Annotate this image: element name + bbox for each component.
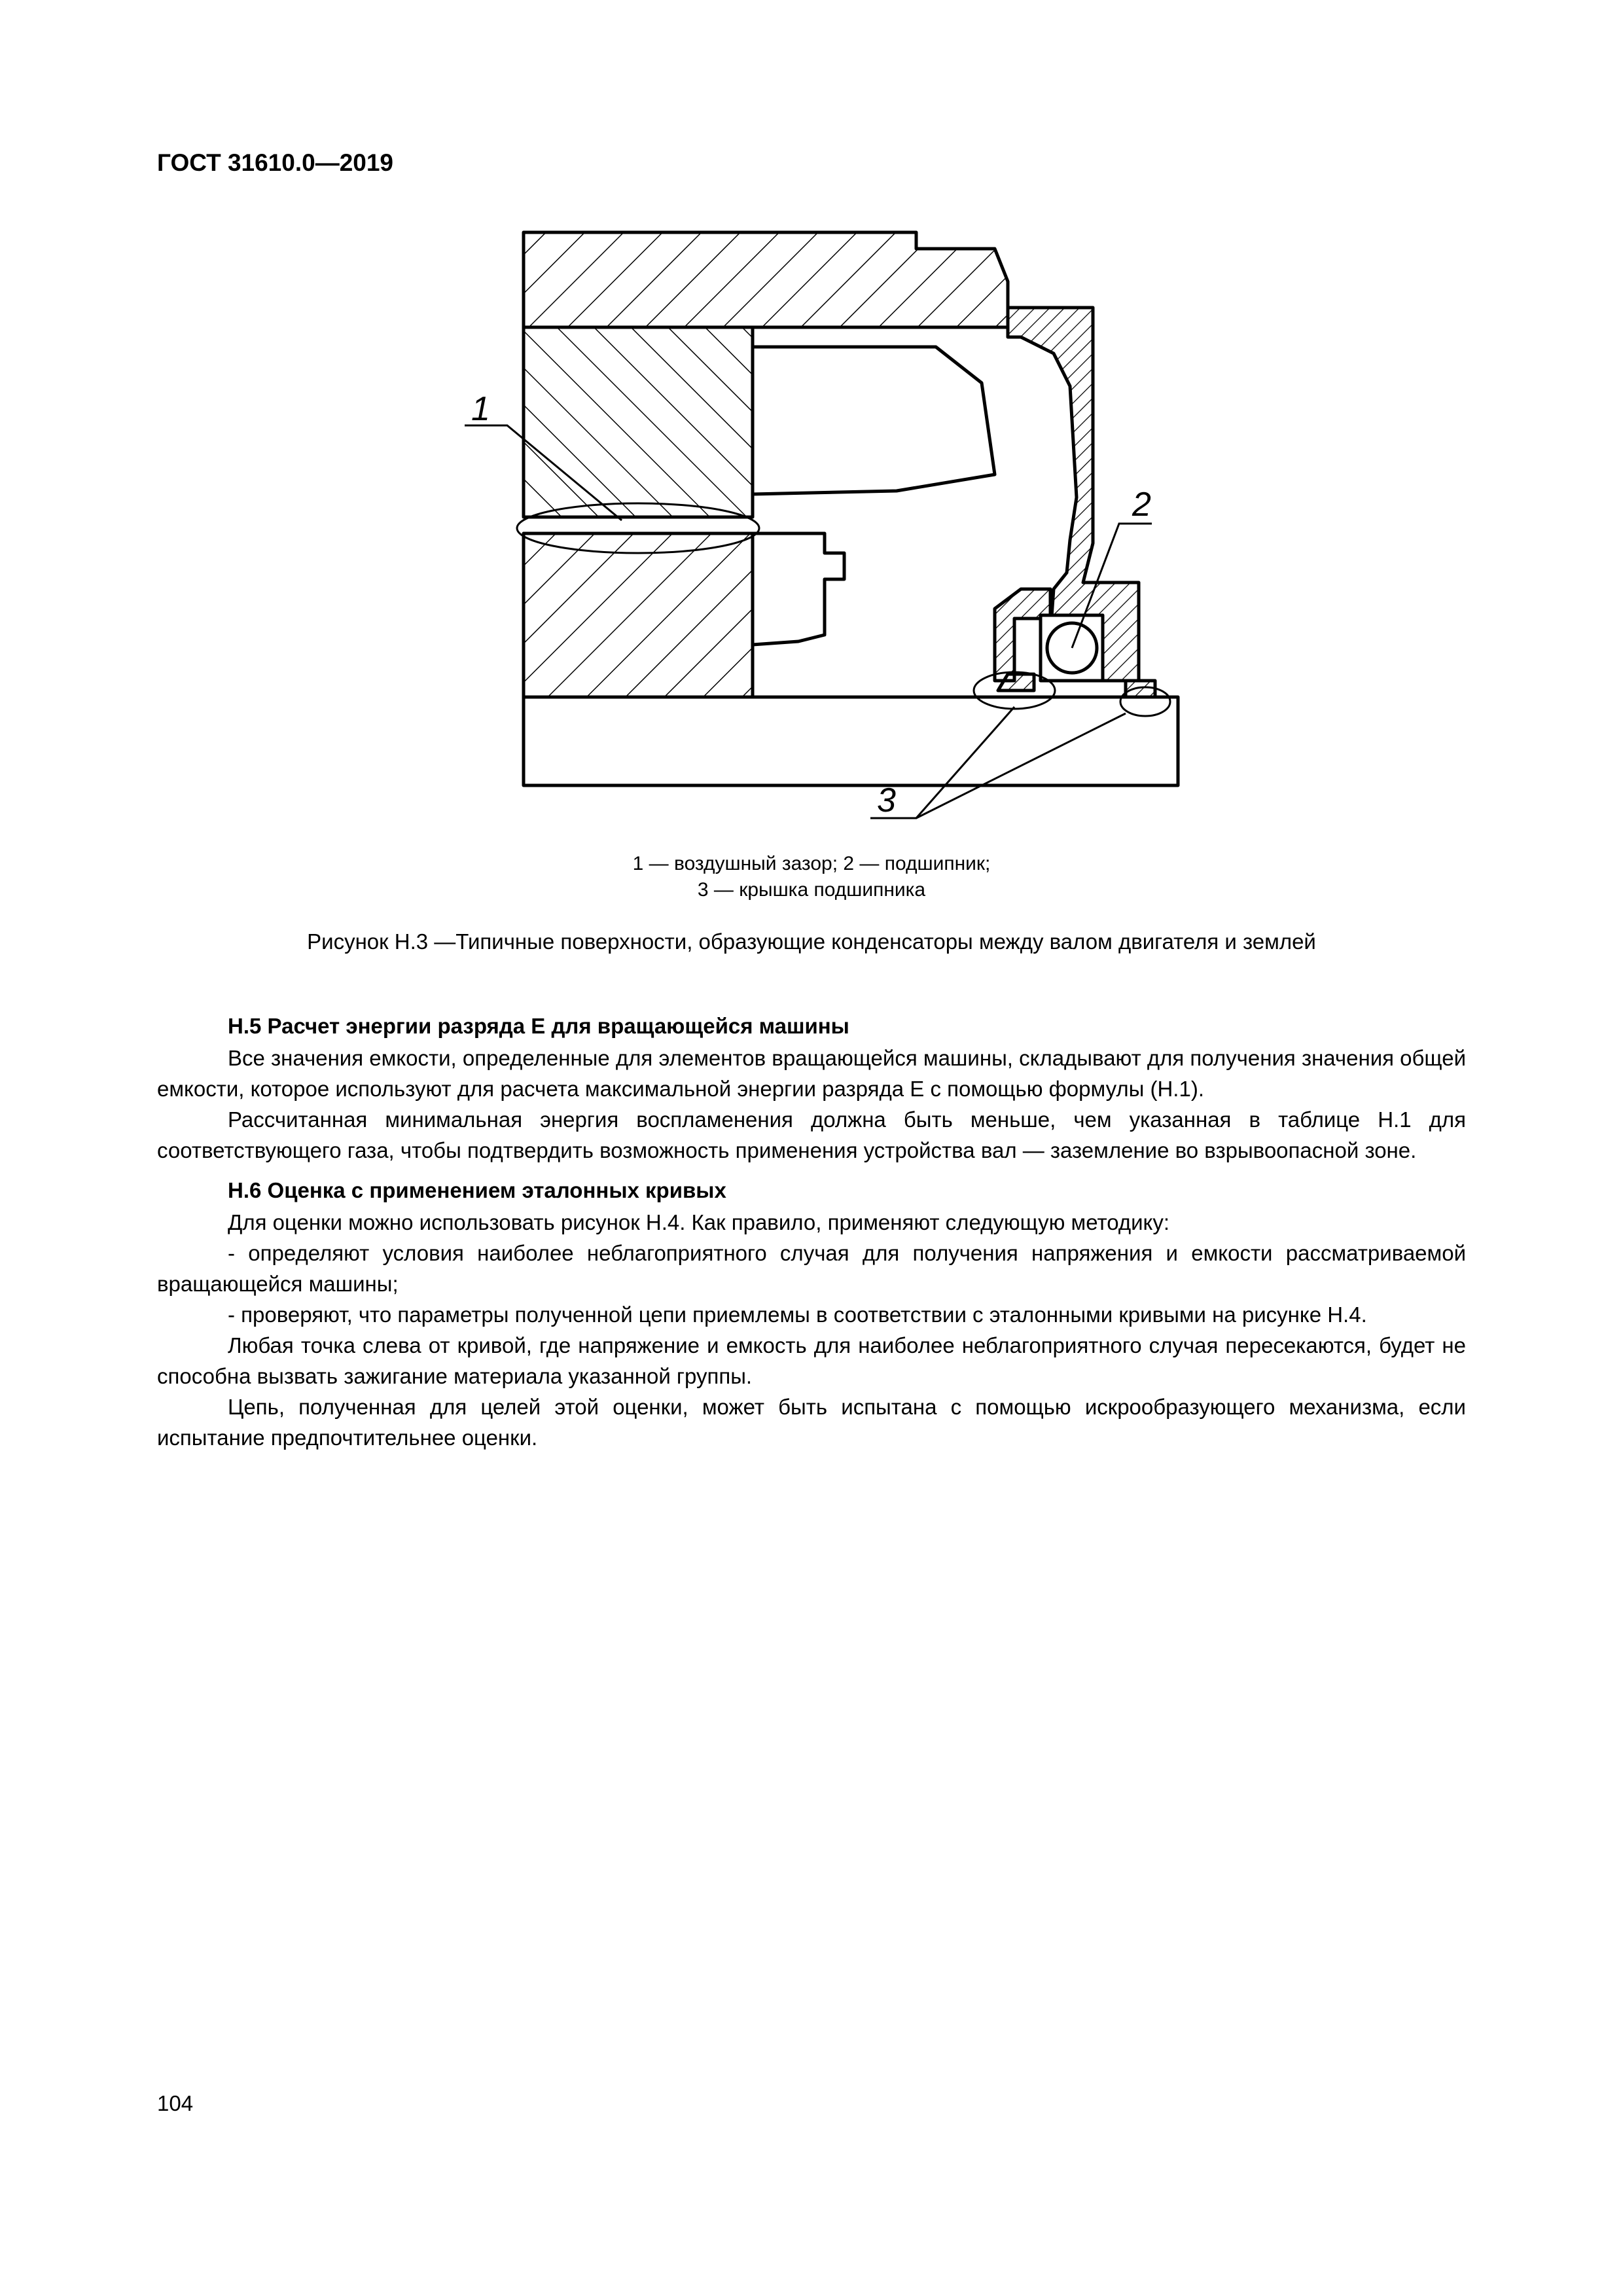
legend-line-2: 3 — крышка подшипника (697, 879, 926, 901)
body-text (157, 1001, 1466, 1453)
technical-drawing (445, 216, 1217, 870)
document-header: ГОСТ 31610.0—2019 (157, 149, 394, 176)
seal-right (1126, 681, 1155, 697)
callout-3: 3 (877, 781, 896, 819)
page-number: 104 (157, 2091, 194, 2115)
section-h6-paragraph-3: Цепь, полученная для целей этой оценки, может быть испытана с помощью искрообразующего механизма, если испытание предпочтительнее оценки. (157, 1395, 1466, 1450)
callout-1: 1 (471, 390, 490, 428)
section-h6-heading: Н.6 Оценка с применением эталонных кривых (228, 1178, 726, 1202)
stator-core (524, 327, 753, 517)
callout-2: 2 (1132, 486, 1151, 524)
section-h5-paragraph-1: Все значения емкости, определенные для элементов вращающейся машины, складывают для получения значения общей емкости, которое используют для расчета максимальной энергии разряда E с помощью формулы (Н.1). (157, 1046, 1466, 1101)
section-h5-paragraph-2: Рассчитанная минимальная энергия воспламенения должна быть меньше, чем указанная в таблице Н.1 для соответствующего газа, чтобы подтвердить возможность применения устройства вал — заземление во взрывоопасной зоне. (157, 1107, 1466, 1162)
section-h6-list-item-2: - проверяют, что параметры полученной цепи приемлемы в соответствии с эталонными кривыми на рисунке Н.4. (228, 1302, 1367, 1327)
legend-line-1: 1 — воздушный зазор; 2 — подшипник; (632, 853, 991, 874)
winding-head-upper (753, 347, 995, 494)
section-h5-heading: Н.5 Расчет энергии разряда E для вращающейся машины (228, 1014, 849, 1038)
section-h6-paragraph-1: Для оценки можно использовать рисунок Н.4. Как правило, применяют следующую методику: (228, 1210, 1169, 1234)
winding-head-lower (753, 533, 844, 645)
housing-top (524, 232, 1008, 327)
rotor-core (524, 533, 753, 697)
shaft (524, 697, 1178, 785)
section-h6-paragraph-2: Любая точка слева от кривой, где напряжение и емкость для наиболее неблагоприятного случая пересекаются, будет не способна вызвать зажигание материала указанной группы. (157, 1333, 1466, 1388)
figure-caption: Рисунок Н.3 —Типичные поверхности, образующие конденсаторы между валом двигателя и землей (307, 929, 1316, 954)
figure-legend (0, 851, 1623, 903)
figure-h3-drawing (445, 216, 1217, 870)
section-h6-list-item-1: - определяют условия наиболее неблагоприятного случая для получения напряжения и емкости рассматриваемой вращающейся машины; (157, 1241, 1466, 1296)
